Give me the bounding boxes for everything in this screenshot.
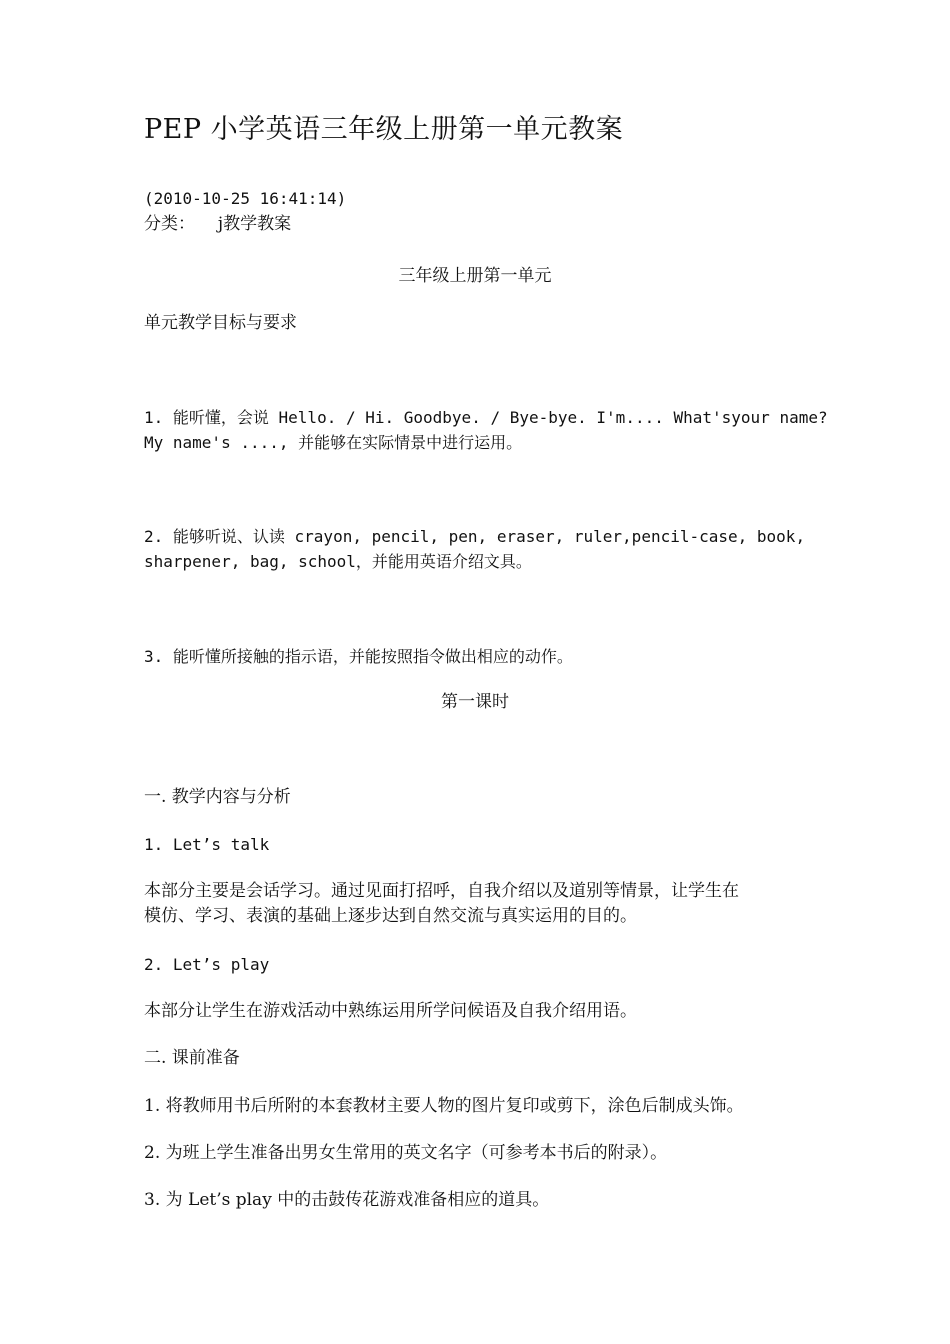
section2-heading: 二. 课前准备 bbox=[144, 1048, 240, 1068]
goals-heading: 单元教学目标与要求 bbox=[144, 313, 297, 333]
section2-item-2: 2. 为班上学生准备出男女生常用的英文名字（可参考本书后的附录）。 bbox=[144, 1143, 668, 1163]
category-label: 分类： bbox=[144, 214, 195, 234]
section1-item-1-label: 1. Let’s talk bbox=[144, 835, 270, 854]
unit-heading: 三年级上册第一单元 bbox=[398, 266, 552, 286]
section2-item-3: 3. 为 Let’s play 中的击鼓传花游戏准备相应的道具。 bbox=[144, 1190, 550, 1210]
timestamp: (2010-10-25 16:41:14) bbox=[144, 189, 347, 208]
document-title: PEP 小学英语三年级上册第一单元教案 bbox=[144, 114, 624, 145]
lesson-heading: 第一课时 bbox=[441, 692, 509, 712]
goal-1-line-1: 1. 能听懂，会说 Hello. / Hi. Goodbye. / Bye-bye. I'm.... What'syour name? bbox=[144, 408, 828, 427]
goal-3-line-1: 3. 能听懂所接触的指示语，并能按照指令做出相应的动作。 bbox=[144, 647, 573, 666]
section1-item-2-desc-line-1: 本部分让学生在游戏活动中熟练运用所学问候语及自我介绍用语。 bbox=[144, 1001, 637, 1021]
goal-1-line-2: My name's ...., 并能够在实际情景中进行运用。 bbox=[144, 433, 523, 452]
goal-2-line-2: sharpener, bag, school，并能用英语介绍文具。 bbox=[144, 552, 532, 571]
section1-item-2-label: 2. Let’s play bbox=[144, 955, 270, 974]
section1-item-1-desc-line-1: 本部分主要是会话学习。通过见面打招呼，自我介绍以及道别等情景，让学生在 bbox=[144, 881, 739, 901]
section1-heading: 一. 教学内容与分析 bbox=[144, 787, 291, 807]
category-link[interactable]: j教学教案 bbox=[217, 214, 292, 234]
category-row bbox=[144, 212, 814, 237]
goal-2-line-1: 2. 能够听说、认读 crayon, pencil, pen, eraser, ruler,pencil-case, book, bbox=[144, 527, 806, 546]
section1-item-1-desc-line-2: 模仿、学习、表演的基础上逐步达到自然交流与真实运用的目的。 bbox=[144, 906, 637, 926]
section2-item-1: 1. 将教师用书后所附的本套教材主要人物的图片复印或剪下，涂色后制成头饰。 bbox=[144, 1096, 744, 1116]
